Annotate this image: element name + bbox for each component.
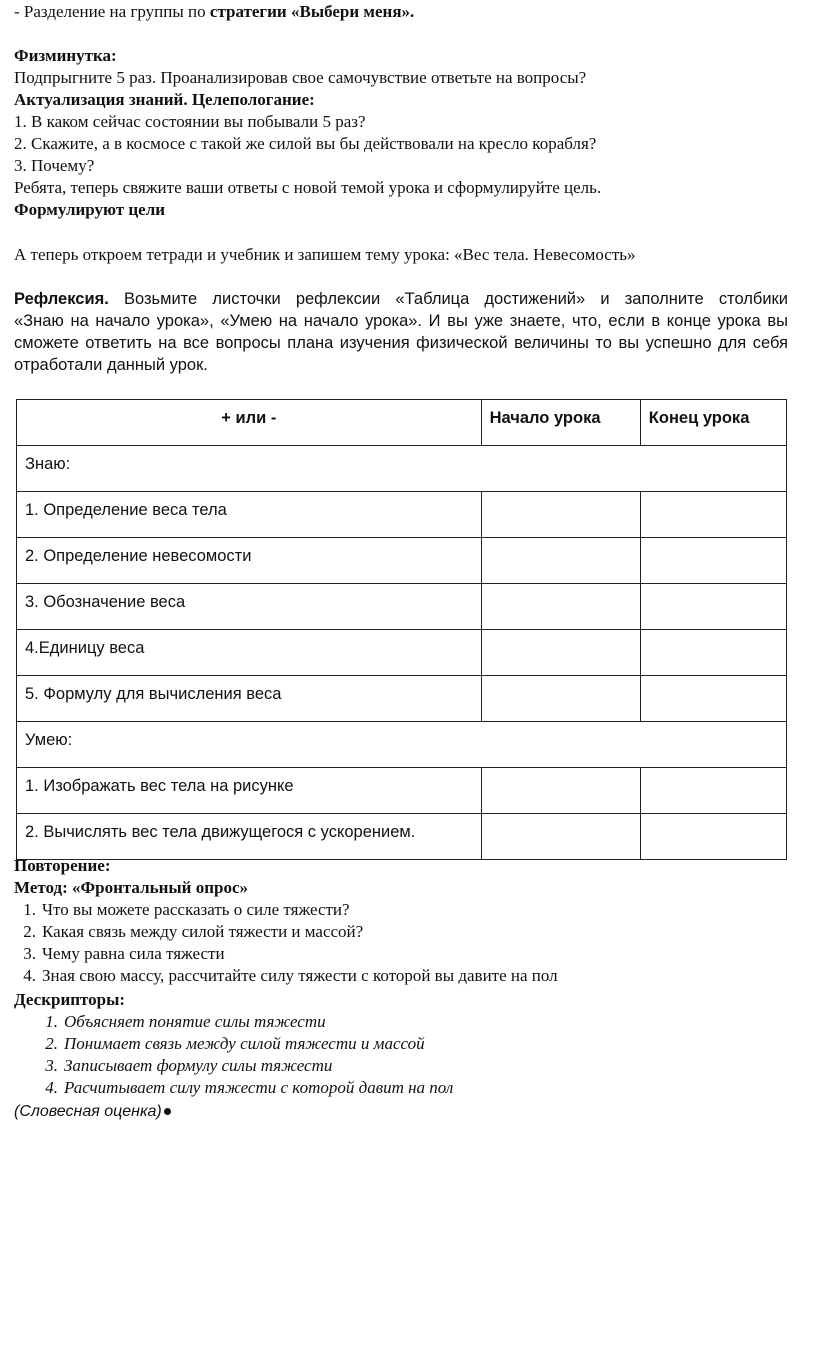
topic-line: А теперь откроем тетради и учебник и запишем тему урока: «Вес тела. Невесомость» [14,245,636,264]
section-can: Умею: [17,722,787,768]
end-cell[interactable] [640,492,786,538]
goals-line [14,199,165,221]
table-row [17,768,787,814]
grouping-strategy: стратегии «Выбери меня». [209,2,415,21]
end-cell[interactable] [640,814,786,860]
end-cell[interactable] [640,676,786,722]
start-cell[interactable] [481,676,640,722]
fizminutka-heading-text: Физминутка: [14,46,117,65]
can-item: 1. Изображать вес тела на рисунке [17,768,482,814]
table-row [17,584,787,630]
actualization-instruction: Ребята, теперь свяжите ваши ответы с новой темой урока и сформулируйте цель. [14,178,602,197]
dash: - [14,2,24,21]
end-cell[interactable] [640,768,786,814]
table-section-row [17,722,787,768]
header-plus-minus: + или - [17,400,482,446]
descriptors-heading [14,989,125,1011]
table-row [17,630,787,676]
table-section-row [17,446,787,492]
grouping-line [14,1,414,23]
start-cell[interactable] [481,538,640,584]
table-row [17,538,787,584]
table-header-row [17,400,787,446]
repetition-heading [14,855,110,877]
reflection-line-4: отработали данный урок. [14,356,208,374]
end-cell[interactable] [640,538,786,584]
reflection-line-1: Рефлексия. Возьмите листочки рефлексии «Таблица достижений» и заполните столбики [14,290,788,308]
know-item: 5. Формулу для вычисления веса [17,676,482,722]
question-list: 1. Что вы можете рассказать о силе тяжести? 2. Какая связь между силой тяжести и массой? 3. Чему равна сила тяжести 4. Зная свою массу, рассчитайте силу тяжести с которой вы давите на пол [23,900,558,985]
section-know: Знаю: [17,446,787,492]
assessment-line [14,1101,171,1123]
actualization-question-3: 3. Почему? [14,156,95,175]
actualization-question-1: 1. В каком сейчас состоянии вы побывали 5 раз? [14,112,366,131]
fizminutka-heading [14,45,117,67]
method-text: Метод: «Фронтальный опрос» [14,878,249,897]
know-item: 4.Единицу веса [17,630,482,676]
actualization-heading [14,89,315,111]
start-cell[interactable] [481,584,640,630]
reflection-line-2: «Знаю на начало урока», «Умею на начало урока». И вы уже знаете, что, если в конце урока вы [14,312,788,330]
reflection-heading: Рефлексия. [14,290,109,308]
achievement-table [16,399,787,860]
table-row [17,814,787,860]
start-cell[interactable] [481,492,640,538]
end-cell[interactable] [640,630,786,676]
know-item: 1. Определение веса тела [17,492,482,538]
start-cell[interactable] [481,630,640,676]
actualization-question-2: 2. Скажите, а в космосе с такой же силой вы бы действовали на кресло корабля? [14,134,597,153]
goals-text: Формулируют цели [14,200,166,219]
start-cell[interactable] [481,814,640,860]
descriptor-list: 1. Объясняет понятие силы тяжести 2. Понимает связь между силой тяжести и массой 3. Записывает формулу силы тяжести 4. Расчитывает силу тяжести с которой давит на пол [45,1012,454,1097]
reflection-paragraph [14,288,788,376]
table-row [17,676,787,722]
know-item: 2. Определение невесомости [17,538,482,584]
can-item: 2. Вычислять вес тела движущегося с ускорением. [17,814,482,860]
assessment-text: (Словесная оценка) [14,1103,162,1120]
table-row [17,492,787,538]
end-cell[interactable] [640,584,786,630]
grouping-text: Разделение на группы по [23,2,210,21]
bullet-icon [164,1108,171,1115]
start-cell[interactable] [481,768,640,814]
descriptors-heading-text: Дескрипторы: [14,990,126,1009]
repetition-heading-text: Повторение: [14,856,111,875]
method-line [14,877,248,899]
fizminutka-text: Подпрыгните 5 раз. Проанализировав свое самочувствие ответьте на вопросы? [14,68,587,87]
reflection-line-3: сможете ответить на все вопросы плана изучения физической величины то вы успешно для себя [14,334,788,352]
know-item: 3. Обозначение веса [17,584,482,630]
header-lesson-start: Начало урока [481,400,640,446]
actualization-heading-text: Актуализация знаний. Целепологание: [14,90,315,109]
header-lesson-end: Конец урока [640,400,786,446]
